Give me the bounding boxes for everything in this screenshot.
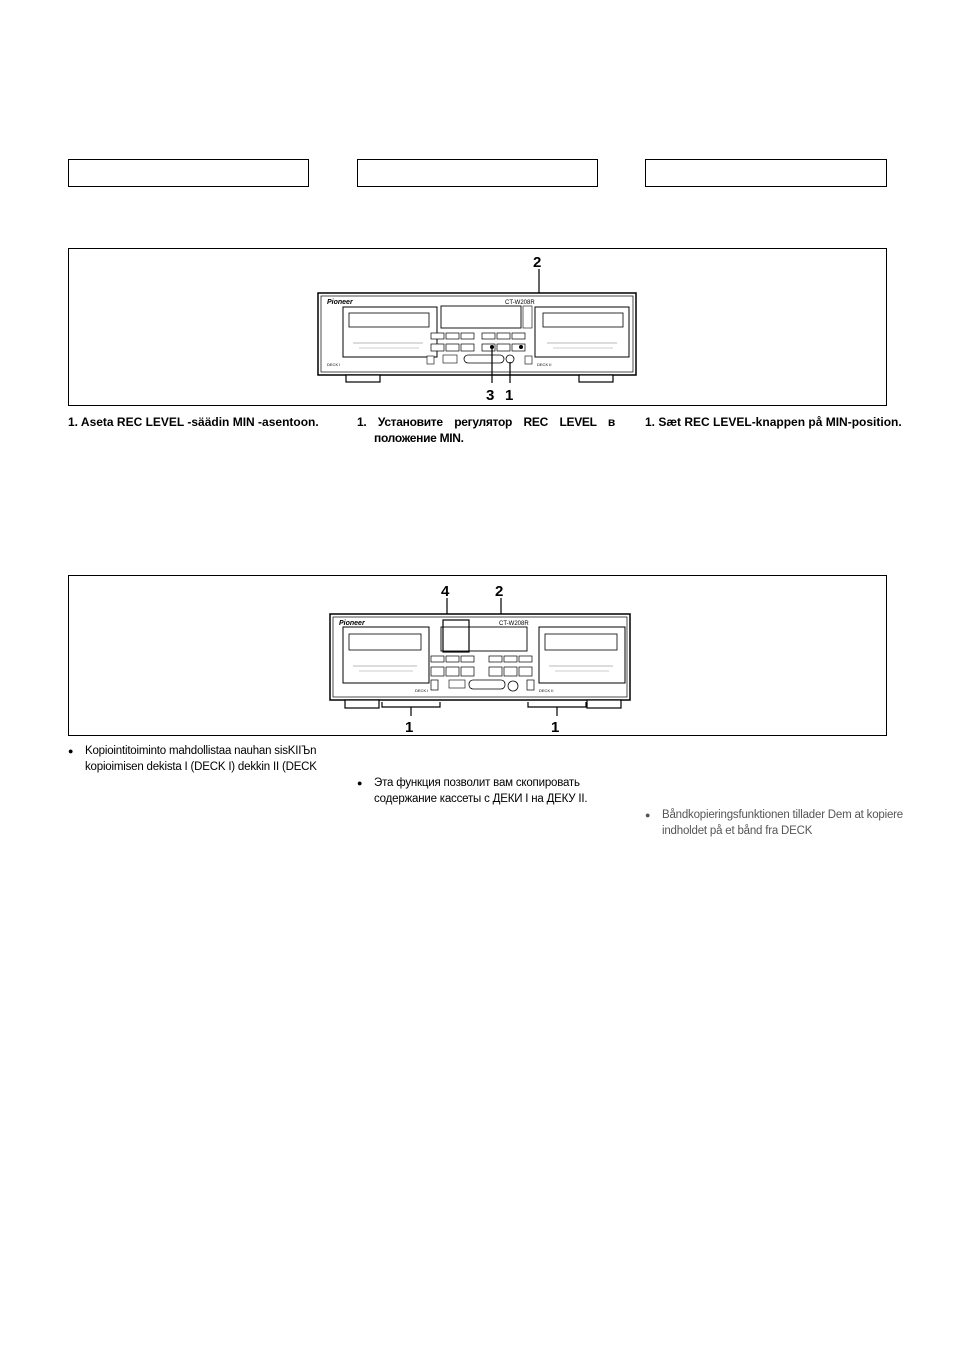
section-heading-box-ru (357, 159, 598, 187)
left-foot (346, 375, 380, 382)
figure-cassette-deck-rec-level (68, 248, 887, 406)
deck-2-label: DECK II (537, 362, 552, 367)
callout-4: 4 (441, 583, 450, 600)
brand-logo: Pioneer (339, 620, 365, 627)
section-heading-box-fi (68, 159, 309, 187)
rec-pause-button-dot (519, 345, 523, 349)
cassette-deck-illustration-1 (69, 249, 888, 407)
deck-1-label: DECK I (327, 362, 341, 367)
rec-level-knob (464, 355, 504, 363)
rec-level-knob (469, 680, 505, 689)
model-label: CT-W208R (499, 621, 529, 627)
cassette-deck-illustration-2 (69, 576, 888, 737)
display-panel (441, 306, 521, 328)
callout-1-left: 1 (405, 719, 414, 736)
step-1-da: 1. Sæt REC LEVEL-knappen på MIN-position. (645, 415, 902, 429)
callout-2: 2 (495, 583, 504, 600)
left-foot (345, 700, 379, 708)
bullet-fi: ● Kopiointitoiminto mahdollistaa nauhan sisKIIЪn kopioimisen dekista I (DECK I) dekkin II (DECK (68, 743, 326, 775)
deck-2-eject (527, 680, 534, 690)
bullet-ru: ● Эта функция позволит вам скопировать содержание кассеты с ДЕКИ I на ДЕКУ II. (357, 775, 615, 807)
step-1-ru: 1. Установите регулятор REC LEVEL в положение MIN. (357, 415, 615, 445)
callout-2: 2 (533, 254, 542, 271)
right-foot (587, 700, 621, 708)
deck-2-window (545, 634, 617, 650)
step-1-fi: 1. Aseta REC LEVEL -säädin MIN -asentoon. (68, 415, 319, 429)
deck-1-label: DECK I (415, 688, 429, 693)
deck-2-label: DECK II (539, 688, 554, 693)
deck-2-window (543, 313, 623, 327)
deck-1-eject (431, 680, 438, 690)
bullet-da: ● Båndkopieringsfunktionen tillader Dem at kopiere indholdet på et bånd fra DECK (645, 807, 904, 839)
callout-1: 1 (505, 387, 514, 404)
brand-logo: Pioneer (327, 299, 353, 306)
callout-3: 3 (486, 387, 495, 404)
display-panel (441, 627, 527, 651)
deck-1-window (349, 313, 429, 327)
section-heading-box-da (645, 159, 887, 187)
deck-1-window (349, 634, 421, 650)
right-foot (579, 375, 613, 382)
figure-cassette-deck-dubbing (68, 575, 887, 736)
rec-button-dot (490, 345, 494, 349)
model-label: CT-W208R (505, 300, 535, 306)
callout-1-right: 1 (551, 719, 560, 736)
